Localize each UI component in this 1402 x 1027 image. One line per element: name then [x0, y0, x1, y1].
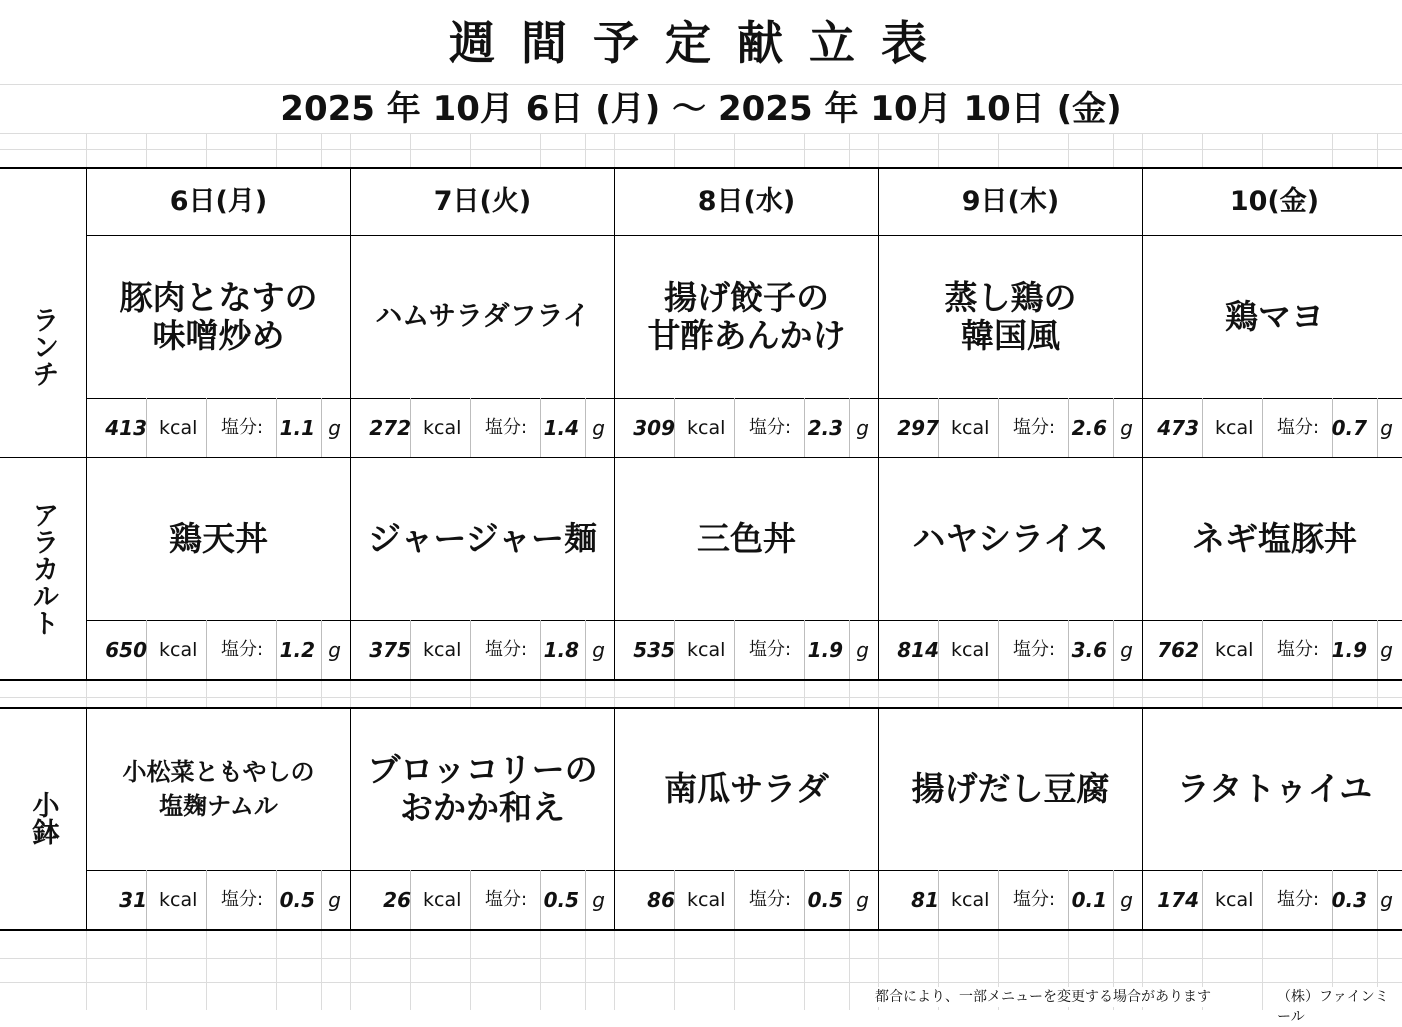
kcal-unit: kcal: [687, 639, 726, 661]
table-border: [0, 929, 1402, 931]
dish-lunch-fri: 鶏マヨ: [1225, 297, 1324, 336]
kcal-value: 31: [119, 888, 147, 912]
salt-label: 塩分:: [1277, 417, 1320, 438]
gram-unit: g: [328, 638, 341, 662]
salt-label: 塩分:: [1013, 889, 1056, 910]
footer-company: （株）ファインミール: [1277, 987, 1402, 1027]
salt-label: 塩分:: [485, 417, 528, 438]
kcal-unit: kcal: [423, 639, 462, 661]
dish-lunch-wed: 揚げ餃子の 甘酢あんかけ: [647, 278, 846, 355]
kcal-unit: kcal: [1215, 417, 1254, 439]
gram-unit: g: [328, 888, 341, 912]
page-title: 週間予定献立表: [0, 12, 1402, 74]
salt-value: 1.9: [1331, 638, 1367, 662]
salt-label: 塩分:: [221, 889, 264, 910]
day-header-tue: 7日(火): [433, 186, 532, 217]
salt-label: 塩分:: [749, 417, 792, 438]
salt-value: 2.6: [1071, 416, 1107, 440]
day-header-thu: 9日(木): [961, 186, 1060, 217]
gram-unit: g: [1120, 888, 1133, 912]
gram-unit: g: [592, 638, 605, 662]
dish-lunch-mon: 豚肉となすの 味噌炒め: [119, 278, 318, 355]
dish-kobachi-thu: 揚げだし豆腐: [911, 769, 1110, 808]
kcal-unit: kcal: [951, 639, 990, 661]
nutrition-kobachi-fri: [1143, 871, 1402, 929]
day-header-wed: 8日(水): [697, 186, 796, 217]
salt-value: 1.4: [543, 416, 579, 440]
category-label-kobachi: 小鉢: [27, 791, 59, 845]
salt-label: 塩分:: [1013, 417, 1056, 438]
salt-value: 1.9: [807, 638, 843, 662]
gram-unit: g: [592, 888, 605, 912]
gram-unit: g: [1120, 638, 1133, 662]
dish-lunch-thu: 蒸し鶏の 韓国風: [944, 278, 1077, 355]
gram-unit: g: [1380, 888, 1393, 912]
date-range: 2025 年 10月 6日 (月) ～ 2025 年 10月 10日 (金): [0, 86, 1402, 132]
kcal-value: 375: [369, 638, 411, 662]
salt-label: 塩分:: [1277, 889, 1320, 910]
nutrition-lunch-thu: [879, 399, 1142, 457]
salt-value: 1.2: [279, 638, 315, 662]
salt-label: 塩分:: [221, 639, 264, 660]
kcal-unit: kcal: [159, 639, 198, 661]
kcal-value: 272: [369, 416, 411, 440]
kcal-unit: kcal: [951, 417, 990, 439]
salt-value: 0.3: [1331, 888, 1367, 912]
nutrition-alacarte-fri: [1143, 621, 1402, 679]
dish-alacarte-wed: 三色丼: [697, 519, 796, 558]
salt-label: 塩分:: [1277, 639, 1320, 660]
kcal-unit: kcal: [159, 889, 198, 911]
dish-alacarte-tue: ジャージャー麺: [367, 519, 598, 558]
nutrition-kobachi-mon: [87, 871, 350, 929]
gram-unit: g: [1380, 416, 1393, 440]
dish-kobachi-mon: 小松菜ともやしの 塩麹ナムル: [122, 758, 315, 820]
salt-value: 0.5: [543, 888, 579, 912]
gram-unit: g: [856, 888, 869, 912]
kcal-value: 413: [105, 416, 147, 440]
kcal-unit: kcal: [423, 417, 462, 439]
gram-unit: g: [328, 416, 341, 440]
gram-unit: g: [1380, 638, 1393, 662]
kcal-value: 174: [1157, 888, 1199, 912]
salt-value: 1.1: [279, 416, 315, 440]
dish-alacarte-fri: ネギ塩豚丼: [1192, 519, 1357, 558]
nutrition-lunch-fri: [1143, 399, 1402, 457]
kcal-value: 535: [633, 638, 675, 662]
category-label-alacarte: アラカルト: [27, 500, 59, 636]
dish-alacarte-mon: 鶏天丼: [169, 519, 268, 558]
day-header-fri: 10(金): [1229, 186, 1320, 217]
salt-label: 塩分:: [1013, 639, 1056, 660]
dish-kobachi-tue: ブロッコリーの おかか和え: [367, 750, 598, 827]
kcal-value: 297: [897, 416, 939, 440]
nutrition-alacarte-mon: [87, 621, 350, 679]
kcal-unit: kcal: [1215, 889, 1254, 911]
kcal-unit: kcal: [687, 417, 726, 439]
kcal-unit: kcal: [1215, 639, 1254, 661]
salt-value: 3.6: [1071, 638, 1107, 662]
kcal-unit: kcal: [687, 889, 726, 911]
category-label-lunch: ランチ: [27, 305, 59, 387]
dish-kobachi-fri: ラタトゥイユ: [1176, 769, 1373, 808]
nutrition-alacarte-thu: [879, 621, 1142, 679]
kcal-unit: kcal: [423, 889, 462, 911]
kcal-value: 762: [1157, 638, 1199, 662]
salt-value: 0.7: [1331, 416, 1367, 440]
salt-label: 塩分:: [485, 639, 528, 660]
kcal-value: 81: [911, 888, 939, 912]
salt-label: 塩分:: [221, 417, 264, 438]
salt-label: 塩分:: [485, 889, 528, 910]
kcal-value: 26: [383, 888, 411, 912]
kcal-unit: kcal: [159, 417, 198, 439]
salt-label: 塩分:: [749, 639, 792, 660]
dish-alacarte-thu: ハヤシライス: [912, 519, 1109, 558]
nutrition-lunch-wed: [615, 399, 878, 457]
salt-value: 0.5: [279, 888, 315, 912]
gram-unit: g: [856, 416, 869, 440]
footer-note: 都合により、一部メニューを変更する場合があります: [872, 987, 1214, 1007]
nutrition-kobachi-tue: [351, 871, 614, 929]
nutrition-lunch-mon: [87, 399, 350, 457]
table-border: [0, 679, 1402, 681]
nutrition-kobachi-thu: [879, 871, 1142, 929]
gram-unit: g: [1120, 416, 1133, 440]
gram-unit: g: [592, 416, 605, 440]
dish-lunch-tue: ハムサラダフライ: [375, 301, 590, 332]
kcal-unit: kcal: [951, 889, 990, 911]
salt-value: 1.8: [543, 638, 579, 662]
kcal-value: 473: [1157, 416, 1199, 440]
kcal-value: 650: [105, 638, 147, 662]
salt-value: 0.1: [1071, 888, 1107, 912]
nutrition-alacarte-wed: [615, 621, 878, 679]
kcal-value: 86: [647, 888, 675, 912]
kcal-value: 309: [633, 416, 675, 440]
salt-label: 塩分:: [749, 889, 792, 910]
dish-kobachi-wed: 南瓜サラダ: [664, 769, 829, 808]
nutrition-alacarte-tue: [351, 621, 614, 679]
nutrition-kobachi-wed: [615, 871, 878, 929]
salt-value: 0.5: [807, 888, 843, 912]
kcal-value: 814: [897, 638, 939, 662]
day-header-mon: 6日(月): [169, 186, 268, 217]
salt-value: 2.3: [807, 416, 843, 440]
nutrition-lunch-tue: [351, 399, 614, 457]
gram-unit: g: [856, 638, 869, 662]
